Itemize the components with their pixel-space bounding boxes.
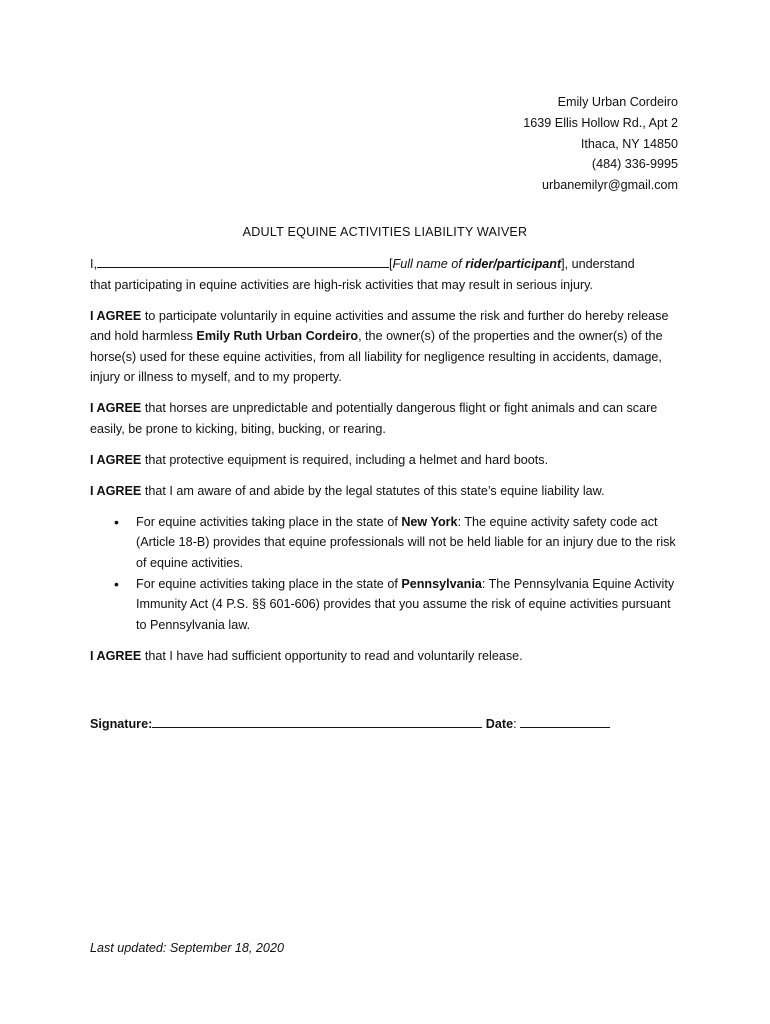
bullet-pre: For equine activities taking place in the state of — [136, 514, 402, 529]
agree-paragraph-4 — [90, 481, 682, 502]
agree-paragraph-1 — [90, 306, 682, 388]
participant-name-field[interactable] — [97, 255, 389, 268]
sender-city: Ithaca, NY 14850 — [580, 136, 678, 151]
p1-owner-name: Emily Ruth Urban Cordeiro — [196, 329, 359, 344]
list-item — [90, 574, 682, 636]
sender-street: 1639 Ellis Hollow Rd., Apt 2 — [523, 115, 678, 130]
p5-text: that I have had sufficient opportunity to read and voluntarily release. — [141, 648, 523, 663]
bullet-state: New York — [401, 514, 458, 529]
agree-label: I AGREE — [90, 452, 142, 467]
sender-phone: (484) 336-9995 — [591, 157, 678, 172]
agree-label: I AGREE — [90, 648, 142, 663]
p1-text-a: to participate voluntarily in equine activities and assume the risk and further do hereby release and hold harmless — [90, 308, 669, 344]
bullet-post: : The Pennsylvania Equine Activity Immunity Act (4 P.S. §§ 601-606) provides that you assume the risk of equine activities pursuant to Pennsylvania law. — [136, 576, 675, 632]
hint-bold-italic: rider/participant — [465, 257, 562, 271]
sender-address-block — [523, 92, 678, 196]
intro-prefix: I, — [90, 257, 97, 271]
agree-paragraph-5 — [90, 646, 682, 667]
date-colon: : — [513, 717, 521, 731]
intro-paragraph — [90, 254, 682, 295]
waiver-body — [90, 254, 682, 677]
p2-text: that horses are unpredictable and potentially dangerous flight or fight animals and can scare easily, be prone to kicking, biting, bucking, or rearing. — [90, 401, 658, 436]
bullet-post: : The equine activity safety code act (Article 18-B) provides that equine professionals will not be held liable for an injury due to the risk of equine activities. — [136, 514, 676, 571]
intro-bracket-close: ], understand — [561, 257, 635, 271]
hint-italic: Full name of — [392, 257, 466, 271]
last-updated-note: Last updated: September 18, 2020 — [90, 941, 284, 955]
agree-label: I AGREE — [90, 401, 142, 416]
bracket-open: [ — [389, 257, 393, 271]
p3-text: that protective equipment is required, including a helmet and hard boots. — [141, 452, 549, 467]
p4-text: that I am aware of and abide by the legal statutes of this state’s equine liability law. — [141, 483, 605, 498]
document-title: ADULT EQUINE ACTIVITIES LIABILITY WAIVER — [242, 225, 528, 239]
sender-name: Emily Urban Cordeiro — [557, 95, 678, 109]
p1-text-b: , the owner(s) of the properties and the owner(s) of the horse(s) used for these equine activities, from all liability for negligence resulting in accidents, damage, injury or illness to myself, and to my property. — [90, 329, 663, 385]
agree-paragraph-2 — [90, 398, 682, 439]
agree-paragraph-3 — [90, 450, 682, 471]
agree-label: I AGREE — [90, 308, 142, 323]
signature-label: Signature: — [90, 717, 153, 731]
intro-line2: that participating in equine activities are high-risk activities that may result in serious injury. — [90, 277, 594, 292]
state-law-list — [90, 512, 682, 636]
bullet-state: Pennsylvania — [401, 576, 482, 591]
date-label: Date — [485, 717, 514, 731]
signature-field[interactable] — [152, 715, 482, 728]
bullet-pre: For equine activities taking place in the state of — [136, 576, 402, 591]
signature-row — [90, 714, 610, 734]
sender-email: urbanemilyr@gmail.com — [542, 178, 678, 193]
date-field[interactable] — [520, 715, 610, 728]
list-item — [90, 512, 682, 574]
agree-label: I AGREE — [90, 483, 142, 498]
